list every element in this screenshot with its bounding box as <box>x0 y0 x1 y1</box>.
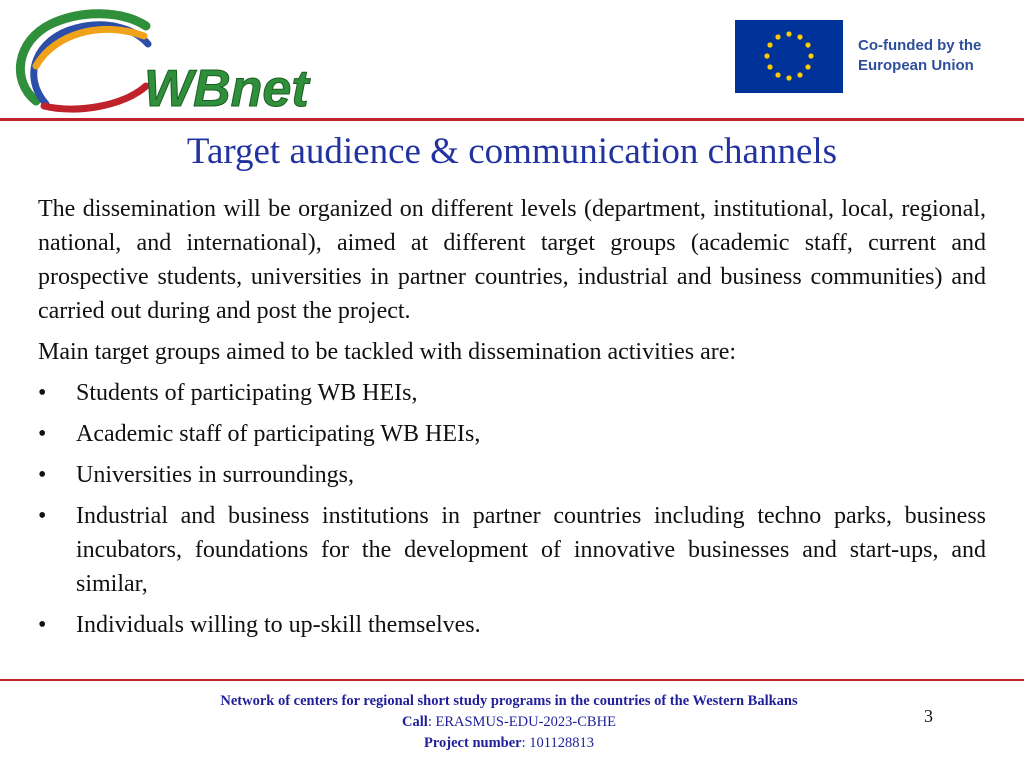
footer-divider <box>0 679 1024 681</box>
bullet-icon: • <box>38 503 47 529</box>
footer-project-value: 101128813 <box>529 735 594 751</box>
bullet-icon: • <box>38 462 47 488</box>
footer-call: Call: ERASMUS-EDU-2023-CBHE <box>402 714 616 730</box>
list-item <box>38 376 986 410</box>
eu-cofunded-label <box>858 36 981 76</box>
footer-project: Project number: 101128813 <box>424 735 594 751</box>
bullet-icon: • <box>38 380 47 406</box>
page-number: 3 <box>924 706 933 726</box>
intro-paragraph: The dissemination will be organized on different levels (department, institutional, local, regional, national, and international), aimed at different target groups (academic staff, current and prospective students, universities in partner countries, industrial and business communities) and carried out during and post the project. <box>38 196 986 324</box>
list-item <box>38 608 986 642</box>
eu-label-line1: Co-funded by the <box>858 37 982 54</box>
list-item <box>38 458 986 492</box>
logo-swoosh-blue <box>34 25 148 104</box>
slide-title: Target audience & communication channels <box>186 131 838 172</box>
eu-flag <box>735 20 843 93</box>
footer <box>0 691 1018 754</box>
header-divider <box>0 118 1024 121</box>
bullet-icon: • <box>38 612 47 638</box>
target-groups-list <box>38 376 986 642</box>
list-item-text: Academic staff of participating WB HEIs, <box>76 421 481 447</box>
list-item-text: Individuals willing to up-skill themselves. <box>76 612 481 638</box>
list-item-text: Students of participating WB HEIs, <box>76 380 418 406</box>
logo-swoosh-red <box>44 86 146 109</box>
list-item <box>38 499 986 601</box>
eu-label-line2: European Union <box>858 57 974 74</box>
list-item-text: Universities in surroundings, <box>76 462 354 488</box>
footer-project-label: Project number <box>424 735 522 751</box>
wbnet-logo <box>6 6 326 118</box>
footer-call-value: ERASMUS-EDU-2023-CBHE <box>435 714 616 730</box>
target-groups-lead: Main target groups aimed to be tackled with dissemination activities are: <box>38 339 737 365</box>
bullet-icon: • <box>38 421 47 447</box>
footer-network-name: Network of centers for regional short study programs in the countries of the Western Balkans <box>220 693 798 709</box>
list-item-text: Industrial and business institutions in partner countries including techno parks, business incubators, foundations for the development of innovative businesses and start-ups, and similar, <box>76 503 986 597</box>
list-item <box>38 417 986 451</box>
footer-call-label: Call <box>402 714 428 730</box>
slide-body <box>38 192 986 649</box>
eu-stars-icon <box>735 20 843 93</box>
logo-text: WBnet <box>144 60 309 118</box>
